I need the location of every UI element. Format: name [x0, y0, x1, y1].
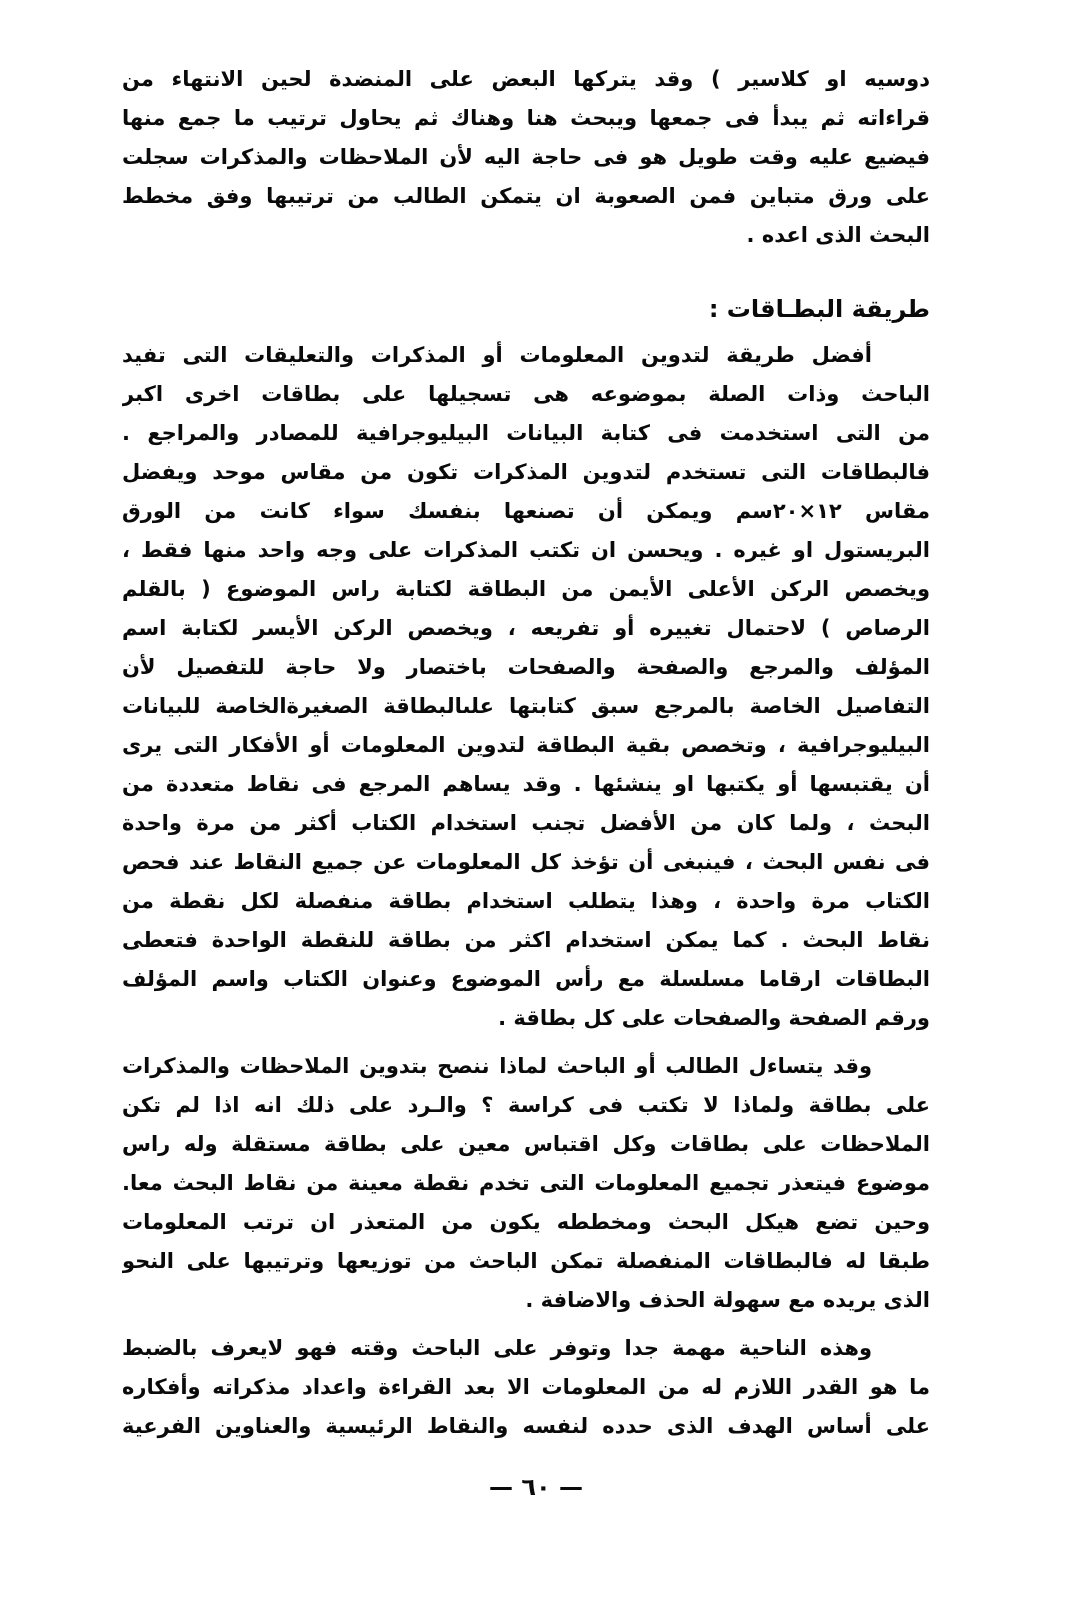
paragraph-2-line-12: أن يقتبسها أو يكتبها او ينشئها . وقد يساهم المرجع فى نقاط متعددة من — [122, 772, 930, 796]
paragraph-2-line-6: البريستول او غيره . ويحسن ان تكتب المذكرات على وجه واحد منها فقط ، — [122, 538, 930, 562]
paragraph-3-line-7: الذى يريده مع سهولة الحذف والاضافة . — [525, 1288, 930, 1312]
paragraph-2-line-3: من التى استخدمت فى كتابة البيانات البيليوجرافية للمصادر والمراجع . — [122, 421, 930, 445]
paragraph-2-line-17: البطاقات ارقاما مسلسلة مع رأس الموضوع وعنوان الكتاب واسم المؤلف — [122, 967, 930, 991]
paragraph-2-line-10: التفاصيل الخاصة بالمرجع سبق كتابتها علىالبطاقة الصغيرةالخاصة للبيانات — [122, 694, 930, 718]
paragraph-2-line-18: ورقم الصفحة والصفحات على كل بطاقة . — [498, 1006, 930, 1030]
paragraph-3-line-6: طبقا له فالبطاقات المنفصلة تمكن الباحث من توزيعها وترتيبها على النحو — [122, 1249, 930, 1273]
paragraph-2-line-9: المؤلف والمرجع والصفحة والصفحات باختصار ولا حاجة للتفصيل لأن — [122, 655, 930, 679]
paragraph-3-line-4: موضوع فيتعذر تجميع المعلومات التى تخدم نقطة معينة من نقاط البحث معا. — [122, 1171, 930, 1195]
paragraph-2-line-14: فى نفس البحث ، فينبغى أن تؤخذ كل المعلومات عن جميع النقاط عند فحص — [122, 850, 930, 874]
paragraph-2-line-13: البحث ، ولما كان من الأفضل تجنب استخدام الكتاب أكثر من مرة واحدة — [122, 811, 930, 835]
paragraph-1-line-3: فيضيع عليه وقت طويل هو فى حاجة اليه لأن الملاحظات والمذكرات سجلت — [122, 145, 930, 169]
paragraph-1-line-4: على ورق متباين فمن الصعوبة ان يتمكن الطالب من ترتيبها وفق مخطط — [122, 184, 930, 208]
paragraph-3-line-1: وقد يتساءل الطالب أو الباحث لماذا ننصح بتدوين الملاحظات والمذكرات — [122, 1054, 872, 1078]
paragraph-2-line-1: أفضل طريقة لتدوين المعلومات أو المذكرات والتعليقات التى تفيد — [122, 343, 872, 367]
paragraph-2-line-16: نقاط البحث . كما يمكن استخدام اكثر من بطاقة للنقطة الواحدة فتعطى — [122, 928, 930, 952]
paragraph-2-line-4: فالبطاقات التى تستخدم لتدوين المذكرات تكون من مقاس موحد ويفضل — [122, 460, 930, 484]
paragraph-1-line-5: البحث الذى اعده . — [746, 223, 930, 247]
paragraph-3-line-2: على بطاقة ولماذا لا تكتب فى كراسة ؟ والـرد على ذلك انه اذا لم تكن — [122, 1093, 930, 1117]
paragraph-2-line-15: الكتاب مرة واحدة ، وهذا يتطلب استخدام بطاقة منفصلة لكل نقطة من — [122, 889, 930, 913]
paragraph-2-line-11: البيليوجرافية ، وتخصص بقية البطاقة لتدوين المعلومات أو الأفكار التى يرى — [122, 733, 930, 757]
page-number: — ٦٠ — — [488, 1473, 583, 1501]
paragraph-2-line-8: الرصاص ) لاحتمال تغييره أو تفريعه ، ويخصص الركن الأيسر لكتابة اسم — [122, 616, 930, 640]
paragraph-1-line-2: قراءاته ثم يبدأ فى جمعها ويبحث هنا وهناك ثم يحاول ترتيب ما جمع منها — [122, 106, 930, 130]
paragraph-4-line-2: ما هو القدر اللازم له من المعلومات الا بعد القراءة واعداد مذكراته وأفكاره — [122, 1375, 930, 1399]
paragraph-4-line-3: على أساس الهدف الذى حدده لنفسه والنقاط الرئيسية والعناوين الفرعية — [122, 1414, 930, 1438]
paragraph-3-line-3: الملاحظات على بطاقات وكل اقتباس معين على بطاقة مستقلة وله راس — [122, 1132, 930, 1156]
paragraph-2-line-5: مقاس ١٢×٢٠سم ويمكن أن تصنعها بنفسك سواء كانت من الورق — [122, 499, 930, 523]
paragraph-4-line-1: وهذه الناحية مهمة جدا وتوفر على الباحث وقته فهو لايعرف بالضبط — [122, 1336, 872, 1360]
paragraph-1-line-1: دوسيه او كلاسير ) وقد يتركها البعض على المنضدة لحين الانتهاء من — [122, 67, 930, 91]
paragraph-2-line-7: ويخصص الركن الأعلى الأيمن من البطاقة لكتابة راس الموضوع ( بالقلم — [122, 577, 930, 601]
paragraph-2-line-2: الباحث وذات الصلة بموضوعه هى تسجيلها على بطاقات اخرى اكبر — [122, 382, 930, 406]
section-heading: طريقة البطـاقات : — [708, 295, 930, 323]
paragraph-3-line-5: وحين تضع هيكل البحث ومخططه يكون من المتعذر ان ترتب المعلومات — [122, 1210, 930, 1234]
